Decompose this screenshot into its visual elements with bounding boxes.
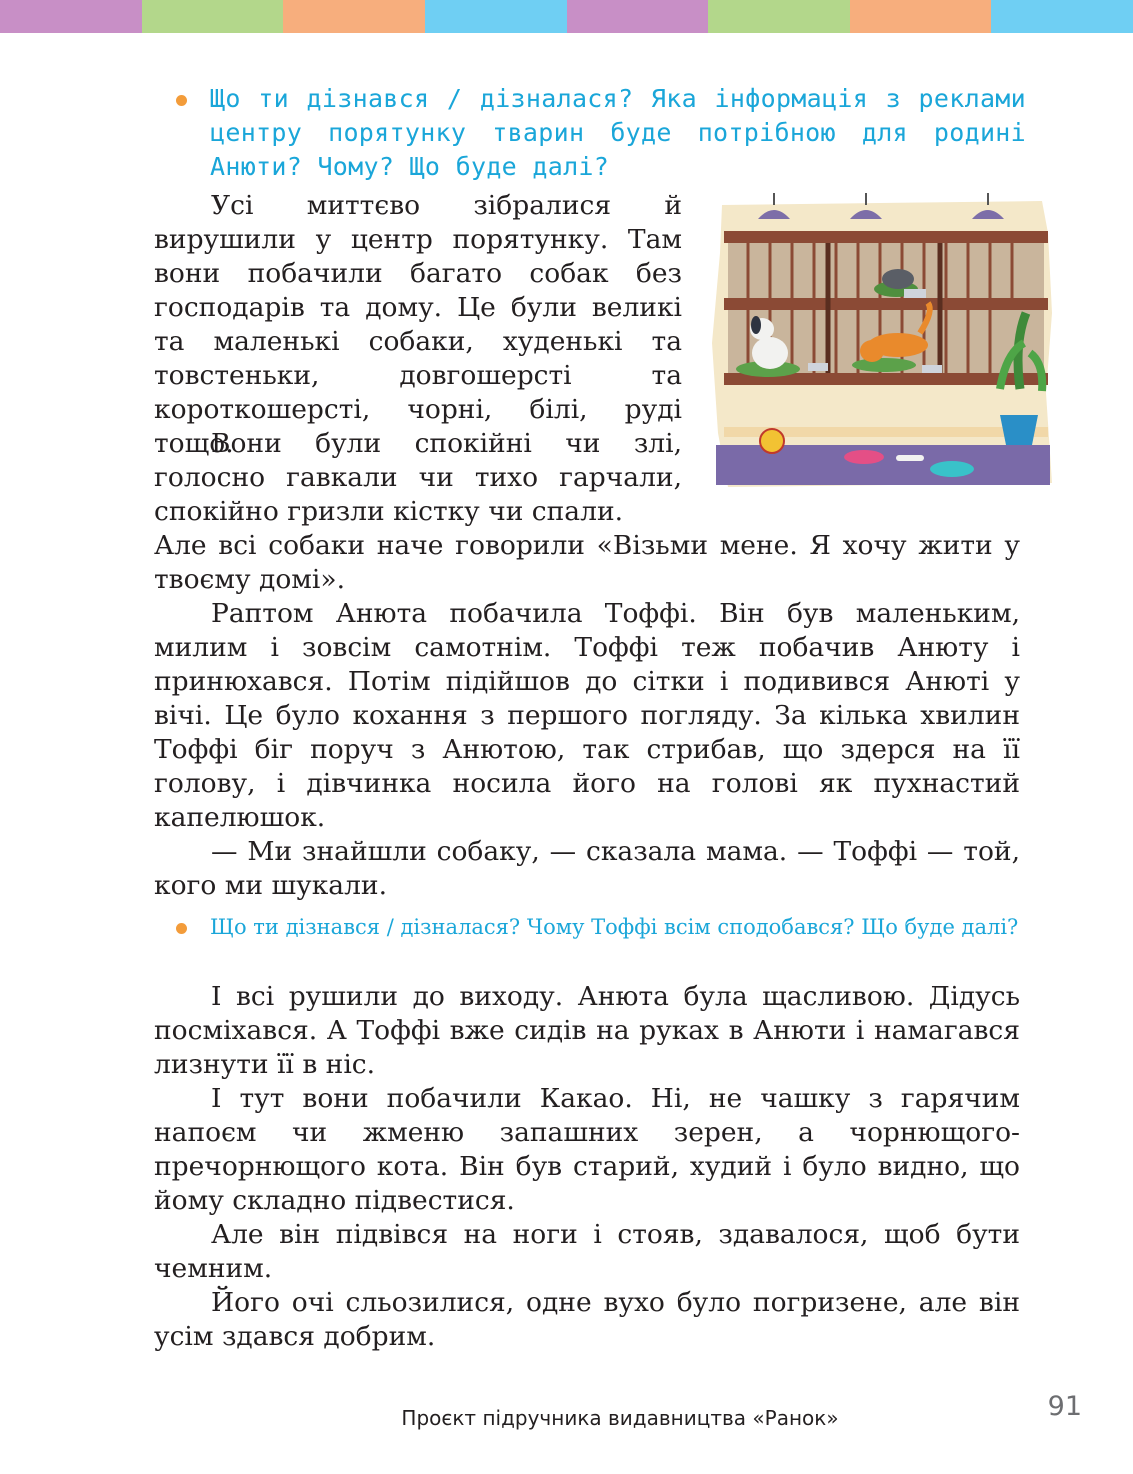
story-paragraph: Раптом Анюта побачила Тоффі. Він був маленьким, милим і зовсім самотнім. Тоффі теж побачив Анюту і принюхався. Потім підійшов до сітки і подивився Анюті у вічі. Це було кохання з першого погляду. За кілька хвилин Тоффі біг поруч з Анютою, так стрибав, що здерся на її голову, і дівчинка носила його на голові як пухнастий капелюшок. <box>154 598 1020 833</box>
bullet-icon <box>176 95 187 106</box>
color-stripe <box>0 0 142 33</box>
color-stripe <box>991 0 1133 33</box>
color-stripe <box>142 0 284 33</box>
color-header-bar <box>0 0 1133 33</box>
story-paragraph: Його очі сльозилися, одне вухо було погризене, але він усім здався добрим. <box>154 1287 1020 1352</box>
question-text-2: Що ти дізнався / дізналася? Чому Тоффі всім сподобався? Що буде далі? <box>210 915 1019 939</box>
color-stripe <box>283 0 425 33</box>
story-paragraph: І всі рушили до виходу. Анюта була щасливою. Дідусь посміхався. А Тоффі вже сидів на руках в Анюти і намагався лизнути її в ніс. <box>154 981 1020 1080</box>
bullet-icon <box>176 923 187 934</box>
story-paragraph: Вони були спокійні чи злі, голосно гавкали чи тихо гарчали, спокійно гризли кістку чи спали. <box>154 428 682 527</box>
story-paragraph: Але всі собаки наче говорили «Візьми мене. Я хочу жити у твоєму домі». <box>154 530 1020 595</box>
color-stripe <box>567 0 709 33</box>
color-stripe <box>425 0 567 33</box>
question-text-1: Що ти дізнався / дізналася? Яка інформація з реклами центру порятунку тварин буде потрібною для родині Анюти? Чому? Що буде далі? <box>210 84 1026 181</box>
story-paragraph: Усі миттєво зібралися й вирушили у центр порятунку. Там вони побачили багато собак без господарів та дому. Це були великі та маленькі собаки, худенькі та товстеньки, довгошерсті та короткошерсті, чорні, білі, руді тощо. <box>154 190 682 459</box>
page-number: 91 <box>1047 1391 1082 1422</box>
story-paragraph: Але він підвівся на ноги і стояв, здавалося, щоб бути чемним. <box>154 1219 1020 1284</box>
animal-shelter-illustration <box>708 193 1056 491</box>
publisher-footer: Проєкт підручника видавництва «Ранок» <box>401 1406 839 1430</box>
story-paragraph: — Ми знайшли собаку, — сказала мама. — Тоффі — той, кого ми шукали. <box>154 836 1020 901</box>
story-paragraph: І тут вони побачили Какао. Ні, не чашку з гарячим напоєм чи жменю запашних зерен, а чорнющого-пречорнющого кота. Він був старий, худий і було видно, що йому складно підвестися. <box>154 1083 1020 1216</box>
color-stripe <box>708 0 850 33</box>
color-stripe <box>850 0 992 33</box>
